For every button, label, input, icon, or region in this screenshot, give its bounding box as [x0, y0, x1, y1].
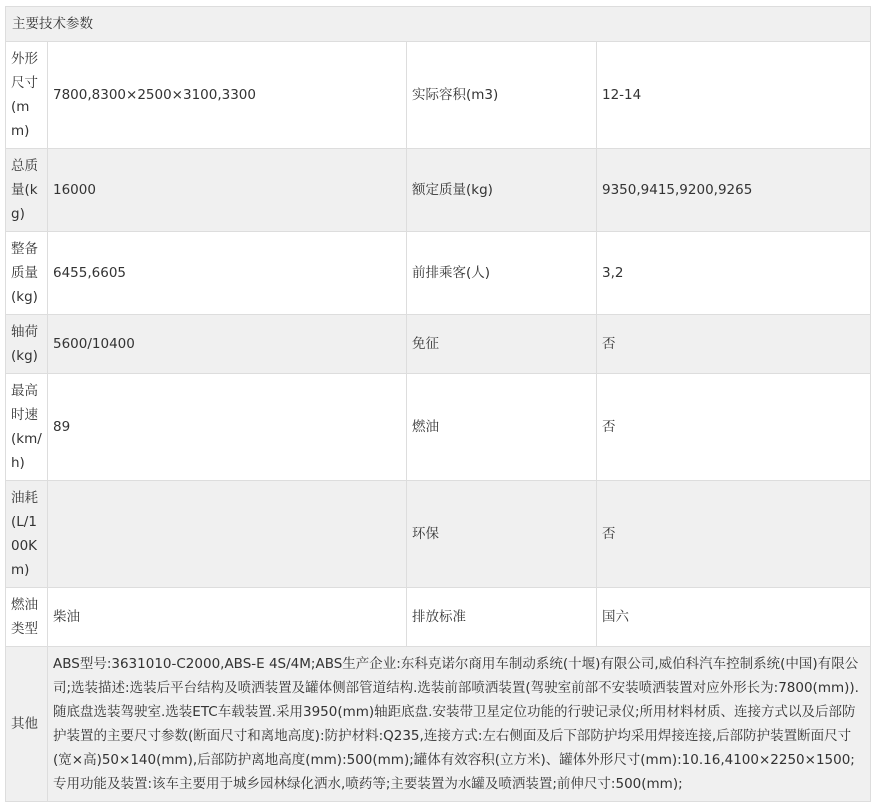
row-value: 89	[48, 374, 407, 481]
row-value: 16000	[48, 149, 407, 232]
row-value: 7800,8300×2500×3100,3300	[48, 42, 407, 149]
row-value-2: 12-14	[597, 42, 871, 149]
table-row	[6, 374, 871, 481]
row-value-2: 否	[597, 481, 871, 588]
table-row	[6, 42, 871, 149]
row-label-other: 其他	[6, 647, 48, 802]
row-label-2: 环保	[407, 481, 597, 588]
spec-table	[5, 6, 871, 802]
table-row	[6, 588, 871, 647]
row-label: 整备质量(kg)	[6, 232, 48, 315]
row-value-2: 否	[597, 374, 871, 481]
row-value-2: 3,2	[597, 232, 871, 315]
row-label-2: 前排乘客(人)	[407, 232, 597, 315]
row-label-2: 燃油	[407, 374, 597, 481]
row-value: 柴油	[48, 588, 407, 647]
row-value-2: 国六	[597, 588, 871, 647]
row-value: 6455,6605	[48, 232, 407, 315]
table-row	[6, 232, 871, 315]
row-label: 燃油类型	[6, 588, 48, 647]
row-label-2: 实际容积(m3)	[407, 42, 597, 149]
row-value: 5600/10400	[48, 315, 407, 374]
row-label-2: 免征	[407, 315, 597, 374]
row-label: 总质量(kg)	[6, 149, 48, 232]
row-label: 外形尺寸(mm)	[6, 42, 48, 149]
table-row-other	[6, 647, 871, 802]
row-label: 轴荷(kg)	[6, 315, 48, 374]
row-value-other: ABS型号:3631010-C2000,ABS-E 4S/4M;ABS生产企业:东科克诺尔商用车制动系统(十堰)有限公司,威伯科汽车控制系统(中国)有限公司;选装描述:选装后平台结构及喷洒装置及罐体侧部管道结构.选装前部喷洒装置(驾驶室前部不安装喷洒装置对应外形长为:7800(mm)).随底盘选装驾驶室.选装ETC车载装置.采用3950(mm)轴距底盘.安装带卫星定位功能的行驶记录仪;所用材料材质、连接方式以及后部防护装置的主要尺寸参数(断面尺寸和离地高度):防护材料:Q235,连接方式:左右侧面及后下部防护均采用焊接连接,后部防护装置断面尺寸(宽×高)50×140(mm),后部防护离地高度(mm):500(mm);罐体有效容积(立方米)、罐体外形尺寸(mm):10.16,4100×2250×1500;专用功能及装置:该车主要用于城乡园林绿化洒水,喷药等;主要装置为水罐及喷洒装置;前伸尺寸:500(mm);	[48, 647, 871, 802]
row-label: 最高时速(km/h)	[6, 374, 48, 481]
row-value-2: 9350,9415,9200,9265	[597, 149, 871, 232]
row-label-2: 排放标准	[407, 588, 597, 647]
section-header-row	[6, 7, 871, 42]
row-label-2: 额定质量(kg)	[407, 149, 597, 232]
table-row	[6, 149, 871, 232]
row-value-2: 否	[597, 315, 871, 374]
section-title: 主要技术参数	[6, 7, 871, 42]
table-row	[6, 315, 871, 374]
table-row	[6, 481, 871, 588]
row-label: 油耗(L/100Km)	[6, 481, 48, 588]
row-value	[48, 481, 407, 588]
